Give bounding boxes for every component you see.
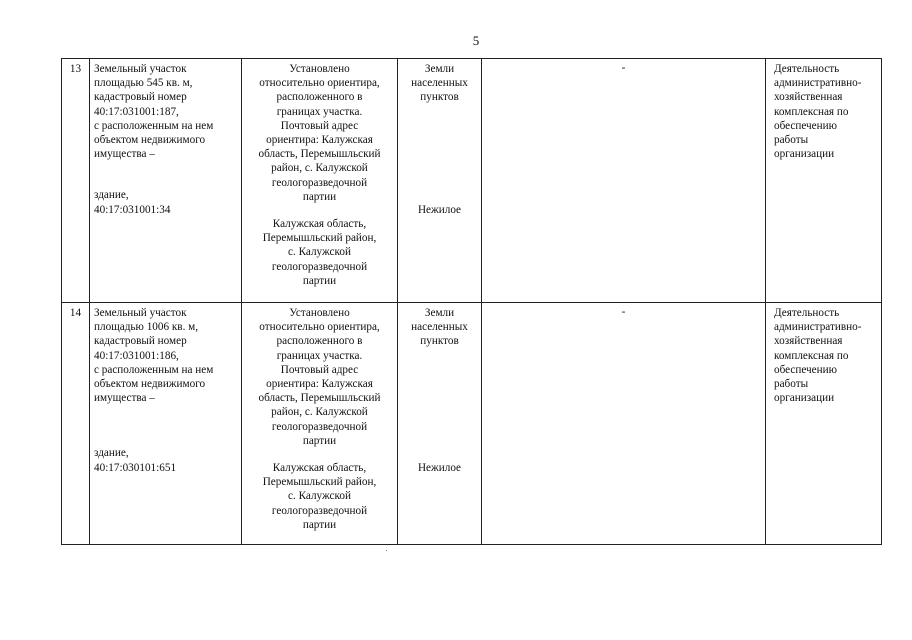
category-cell [398,59,482,303]
building-address: Калужская область, Перемышльский район, с. Калужской геологоразведочной партии [262,218,377,287]
table-row [62,59,882,303]
activity-cell [766,59,882,303]
row-number: 13 [62,59,90,303]
land-plot-address: Установлено относительно ориентира, расположенного в границах участка. Почтовый адрес ориентира: Калужская область, Перемышльский район, с. Калужской геологоразведочной партии [258,63,381,203]
row-number: 14 [62,303,90,545]
permitted-activity: Деятельность административно- хозяйственная комплексная по обеспечению работы организации [774,307,862,405]
object-cell [90,59,242,303]
table-row [62,303,882,545]
category-cell [398,303,482,545]
object-cell [90,303,242,545]
encumbrance-value: - [621,62,626,74]
address-cell [242,59,398,303]
activity-cell [766,303,882,545]
land-plot-description: Земельный участок площадью 545 кв. м, кадастровый номер 40:17:031001:187, с расположенным на нем объектом недвижимого имущества – [94,63,214,161]
page-number: 5 [472,33,480,48]
building-category: Нежилое [417,461,462,474]
encumbrance-value: - [621,306,626,318]
land-plot-address: Установлено относительно ориентира, расположенного в границах участка. Почтовый адрес ориентира: Калужская область, Перемышльский район, с. Калужской геологоразведочной партии [258,307,381,447]
permitted-activity: Деятельность административно- хозяйственная комплексная по обеспечению работы организации [774,63,862,161]
land-plot-description: Земельный участок площадью 1006 кв. м, кадастровый номер 40:17:031001:186, с расположенным на нем объектом недвижимого имущества – [94,307,214,405]
building-address: Калужская область, Перемышльский район, с. Калужской геологоразведочной партии [262,462,377,531]
building-description: здание, 40:17:030101:651 [94,447,177,474]
land-category: Земли населенных пунктов [411,63,468,104]
land-category: Земли населенных пунктов [411,307,468,348]
encumbrance-cell [482,303,766,545]
encumbrance-cell [482,59,766,303]
building-description: здание, 40:17:031001:34 [94,189,171,216]
building-category: Нежилое [417,203,462,216]
property-registry-table [61,58,882,545]
scan-speck [386,550,387,551]
address-cell [242,303,398,545]
